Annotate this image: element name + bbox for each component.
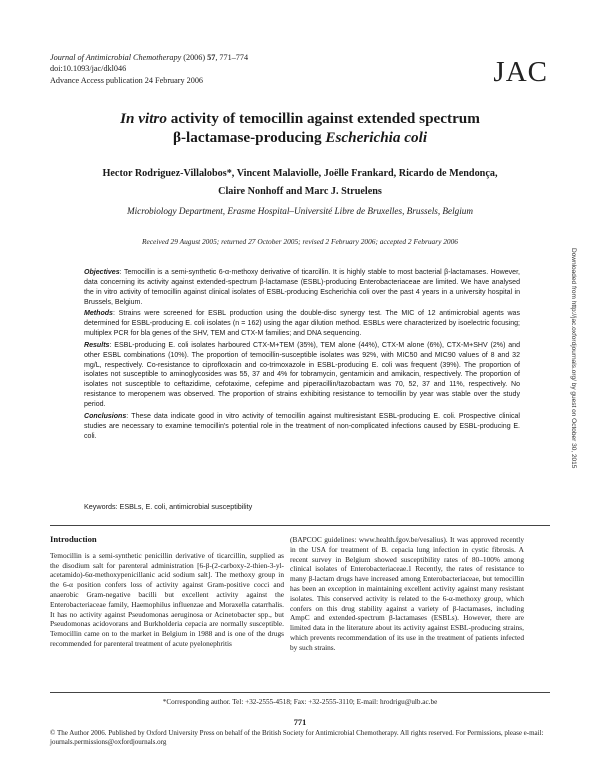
methods-text: : Strains were screened for ESBL production using the double-disc synergy test. The MIC of 12 antimicrobial agents was determined for ESBL-producing E. coli isolates (n = 162) using the agar dilution method. ESBLs were characterized by isoelectric focusing; multiplex PCR for bla genes of the SHV, TEM and CTX-M families; and DNA sequencing. xyxy=(84,310,520,338)
abstract-methods xyxy=(84,309,520,339)
intro-paragraph-left: Temocillin is a semi-synthetic penicillin derivative of ticarcillin, supplied as the disodium salt for parenteral administration [6-β-(2-carboxy-2-thien-3-yl-acetamido)-6α-methoxypenicillanic acid sodium salt]. The methoxy group in the 6-α position confers loss of activity against Gram-positive cocci and anaerobic Gram-negative bacilli but excellent activity against the Enterobacteriaceae family, Haemophilus influenzae and Moraxella catarrhalis. It has no activity against Pseudomonas aeruginosa or Acinetobacter spp., but Pseudomonas acidovorans and Burkholderia cepacia are normally susceptible. Temocillin came on to the market in Belgium in 1988 and is one of the drugs recommended for parenteral treatment of acute pyelonephritis xyxy=(50,550,284,648)
title-organism: Escherichia coli xyxy=(325,129,428,146)
objectives-text: : Temocillin is a semi-synthetic 6-α-methoxy derivative of ticarcillin. It is highly stable to most bacterial β-lactamases. However, data concerning its activity against extended-spectrum β-lactamase (ESBL)-producing Enterobacteriaceae are limited. We have analysed the in vitro activity of temocillin against clinical isolates of ESBL-producing Escherichia coli over the past 4 years in a university hospital in Brussels, Belgium. xyxy=(84,269,520,306)
journal-header xyxy=(50,52,248,86)
authors-line-1: Hector Rodriguez-Villalobos*, Vincent Malaviolle, Joëlle Frankard, Ricardo de Mendonça, xyxy=(102,168,498,179)
objectives-label: Objectives xyxy=(84,269,120,276)
title-text-1: activity of temocillin against extended spectrum xyxy=(166,110,480,127)
download-notice: Downloaded from http://jac.oxfordjournals.org/ by guest on October 30, 2015 xyxy=(570,248,577,469)
title-in-vitro: In vitro xyxy=(120,110,167,127)
intro-paragraph-right: (BAPCOC guidelines: www.health.fgov.be/vesalius). It was approved recently in the USA for treatment of B. cepacia lung infection in cystic fibrosis. A recent survey in Belgium showed susceptibility rates of 80–100% among clinical isolates of Enterobacteriaceae.1 Recently, the rates of resistance to many β-lactam drugs have increased among Enterobacteriaceae, but temocillin has been an exception in maintaining excellent activity against many resistant isolates. This conserved activity is related to the 6-α-methoxy group, which confers on this drug stability against a variety of β-lactamases, including AmpC and extended-spectrum β-lactamases (ESBLs). However, there are limited data in the literature about its activity against ESBL-producing strains, which prevents recommendation of its use in the treatment of patients infected by such strains. xyxy=(290,535,524,652)
keywords: Keywords: ESBLs, E. coli, antimicrobial susceptibility xyxy=(84,502,253,511)
advance-access: Advance Access publication 24 February 2006 xyxy=(50,75,204,85)
jac-logo: JAC xyxy=(493,56,548,88)
intro-heading: Introduction xyxy=(50,534,97,544)
journal-pages: , 771–774 xyxy=(215,53,249,62)
abstract xyxy=(84,268,520,443)
copyright-notice: © The Author 2006. Published by Oxford University Press on behalf of the British Society for Antimicrobial Chemotherapy. All rights reserved. For Permissions, please e-mail: journals.permissions@oxfordjournals.org xyxy=(50,729,544,747)
results-text: : ESBL-producing E. coli isolates harboured CTX-M+TEM (35%), TEM alone (44%), CTX-M alone (6%), CTX-M+SHV (2%) and other ESBL combinations (10%). The proportion of temocillin-susceptible isolates was 92%, with MIC50 and MIC90 values of 8 and 32 mg/L, respectively. Co-resistance to ciprofloxacin and co-trimoxazole in ESBL-producing E. coli was frequent (39%). The proportion of isolates not susceptible to aminoglycosides was 55, 37 and 4% for tobramycin, gentamicin and amikacin, respectively. The proportion of isolates not susceptible to ceftazidime, cefotaxime, cefepime and piperacillin/tazobactam was 70, 52, 37 and 11%, respectively. No resistance to meropenem was observed. The proportion of strains exhibiting resistance to temocillin by year was stable over the study period. xyxy=(84,341,520,408)
section-divider xyxy=(50,525,550,526)
article-title xyxy=(40,109,560,147)
journal-citation xyxy=(50,52,248,63)
abstract-objectives xyxy=(84,268,520,307)
download-sidebar xyxy=(568,248,578,598)
corresponding-author-footnote: *Corresponding author. Tel: +32-2555-4518; Fax: +32-2555-3110; E-mail: hrodrigu@ulb.ac.be xyxy=(162,698,438,706)
abstract-results xyxy=(84,341,520,410)
received-dates: Received 29 August 2005; returned 27 October 2005; revised 2 February 2006; accepted 2 February 2006 xyxy=(141,237,458,246)
page-number: 771 xyxy=(293,718,307,727)
conclusions-text: : These data indicate good in vitro activity of temocillin against multiresistant ESBL-producing E. coli. Prospective clinical studies are necessary to examine temocillin's potential role in the treatment of non-complicated infections caused by ESBL-producing E. coli. xyxy=(84,412,520,440)
affiliation: Microbiology Department, Erasme Hospital–Université Libre de Bruxelles, Brussels, Belgium xyxy=(126,206,474,216)
methods-label: Methods xyxy=(84,310,113,318)
results-label: Results xyxy=(84,341,110,349)
doi: doi:10.1093/jac/dkl046 xyxy=(50,64,127,74)
abstract-conclusions xyxy=(84,412,520,442)
intro-left-column xyxy=(50,535,284,649)
conclusions-label: Conclusions xyxy=(84,412,127,420)
journal-year: (2006) xyxy=(181,53,208,62)
footnote-divider xyxy=(50,692,550,693)
authors-line-2: Claire Nonhoff and Marc J. Struelens xyxy=(218,186,382,197)
journal-name: Journal of Antimicrobial Chemotherapy xyxy=(50,53,182,62)
title-text-2: β-lactamase-producing xyxy=(172,129,326,146)
intro-right-column xyxy=(290,535,524,653)
journal-volume: 57 xyxy=(207,53,216,62)
author-list xyxy=(40,165,560,201)
